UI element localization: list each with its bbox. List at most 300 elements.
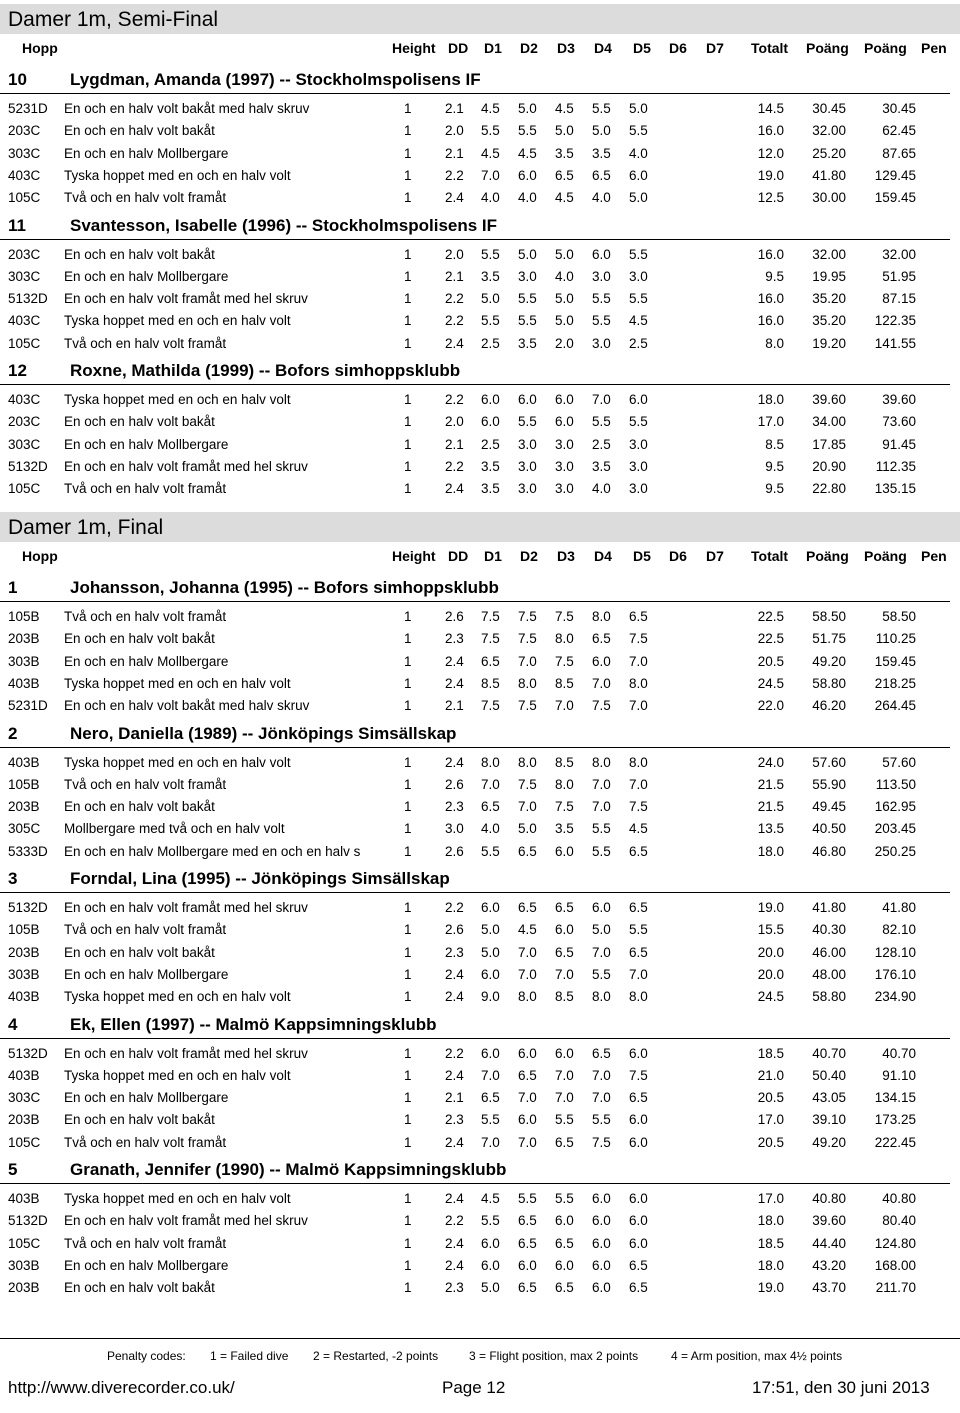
- penalty-label: Penalty codes:: [107, 1349, 186, 1363]
- dive-cell: 7.0: [518, 1135, 537, 1150]
- dive-row: [0, 1046, 960, 1068]
- dive-cell: 2.3: [445, 1280, 464, 1295]
- dive-cell: 6.0: [481, 414, 500, 429]
- dive-cell: 5.0: [592, 123, 611, 138]
- dive-cell: 46.00: [812, 945, 846, 960]
- dive-row: [0, 755, 960, 777]
- column-header: Poäng: [806, 40, 849, 56]
- column-header: Totalt: [751, 548, 789, 564]
- dive-cell: 403B: [8, 989, 40, 1004]
- dive-cell: 2.1: [445, 101, 464, 116]
- dive-cell: 6.5: [629, 1258, 648, 1273]
- dive-cell: 6.0: [592, 247, 611, 262]
- dive-cell: 3.5: [481, 481, 500, 496]
- dive-row: [0, 1258, 960, 1280]
- dive-cell: 1: [404, 101, 412, 116]
- dive-cell: 21.5: [757, 799, 784, 814]
- dive-cell: 15.5: [757, 922, 784, 937]
- dive-cell: 58.50: [812, 609, 846, 624]
- dive-cell: 7.0: [629, 654, 648, 669]
- dive-cell: 7.5: [592, 698, 611, 713]
- dive-cell: 13.5: [757, 821, 784, 836]
- dive-cell: 1: [404, 291, 412, 306]
- dive-cell: 3.0: [629, 269, 648, 284]
- dive-cell: 6.0: [629, 392, 648, 407]
- dive-cell: 1: [404, 1191, 412, 1206]
- dive-cell: 19.95: [812, 269, 846, 284]
- dive-cell: En och en halv Mollbergare: [64, 1258, 229, 1273]
- dive-cell: 7.0: [592, 1090, 611, 1105]
- dive-cell: 6.0: [518, 392, 537, 407]
- dive-row: [0, 1068, 960, 1090]
- dive-row: [0, 313, 960, 335]
- dive-cell: 7.5: [629, 1068, 648, 1083]
- dive-row: [0, 821, 960, 843]
- dive-cell: 5.5: [629, 247, 648, 262]
- dive-cell: En och en halv Mollbergare: [64, 654, 229, 669]
- dive-cell: 6.5: [555, 1135, 574, 1150]
- dive-cell: 105C: [8, 1135, 41, 1150]
- dive-row: [0, 459, 960, 481]
- dive-cell: 1: [404, 609, 412, 624]
- dive-cell: 7.5: [518, 631, 537, 646]
- dive-cell: 1: [404, 1090, 412, 1105]
- dive-cell: 1: [404, 1236, 412, 1251]
- dive-cell: 7.0: [592, 1068, 611, 1083]
- dive-cell: 58.50: [882, 609, 916, 624]
- dive-cell: 159.45: [874, 654, 916, 669]
- dive-cell: 1: [404, 481, 412, 496]
- dive-cell: En och en halv volt framåt med hel skruv: [64, 900, 308, 915]
- dive-cell: 7.0: [592, 799, 611, 814]
- dive-cell: Tyska hoppet med en och en halv volt: [64, 989, 291, 1004]
- dive-cell: 40.30: [812, 922, 846, 937]
- dive-cell: 105B: [8, 922, 40, 937]
- dive-cell: 4.5: [629, 313, 648, 328]
- dive-cell: 40.70: [882, 1046, 916, 1061]
- dive-cell: 8.0: [592, 609, 611, 624]
- dive-cell: 6.0: [555, 392, 574, 407]
- dive-cell: 46.20: [812, 698, 846, 713]
- dive-cell: 1: [404, 336, 412, 351]
- dive-row: [0, 777, 960, 799]
- dive-cell: 5.0: [518, 821, 537, 836]
- dive-cell: 6.5: [555, 1280, 574, 1295]
- dive-row: [0, 1090, 960, 1112]
- dive-cell: 5.0: [555, 123, 574, 138]
- dive-cell: 34.00: [812, 414, 846, 429]
- dive-cell: Tyska hoppet med en och en halv volt: [64, 168, 291, 183]
- dive-cell: 2.1: [445, 146, 464, 161]
- athlete-rank: 5: [8, 1160, 18, 1179]
- dive-cell: 3.5: [592, 146, 611, 161]
- dive-cell: 1: [404, 123, 412, 138]
- dive-cell: 2.1: [445, 269, 464, 284]
- dive-cell: En och en halv volt bakåt: [64, 1280, 215, 1295]
- athlete-divider: [0, 93, 950, 94]
- dive-cell: 113.50: [875, 777, 916, 792]
- column-header: DD: [448, 40, 469, 56]
- dive-cell: 1: [404, 1258, 412, 1273]
- dive-cell: 5.5: [592, 967, 611, 982]
- dive-cell: 3.5: [481, 459, 500, 474]
- dive-cell: 6.5: [555, 945, 574, 960]
- dive-row: [0, 146, 960, 168]
- dive-cell: 1: [404, 799, 412, 814]
- dive-cell: 6.0: [629, 1213, 648, 1228]
- dive-row: [0, 414, 960, 436]
- dive-cell: 4.0: [555, 269, 574, 284]
- dive-cell: 303B: [8, 1258, 40, 1273]
- dive-cell: 5.5: [518, 313, 537, 328]
- dive-cell: 1: [404, 698, 412, 713]
- dive-cell: 2.4: [445, 676, 464, 691]
- dive-cell: 6.0: [481, 900, 500, 915]
- dive-cell: 22.0: [757, 698, 784, 713]
- dive-cell: 7.0: [555, 1090, 574, 1105]
- dive-cell: 403B: [8, 1068, 40, 1083]
- athlete-name: Nero, Daniella (1989) -- Jönköpings Simsällskap: [70, 723, 457, 743]
- dive-cell: 5.5: [592, 313, 611, 328]
- dive-cell: 173.25: [874, 1112, 916, 1127]
- column-header: Pen: [921, 548, 947, 564]
- dive-cell: 1: [404, 1046, 412, 1061]
- dive-cell: 303C: [8, 1090, 41, 1105]
- dive-cell: 5132D: [8, 459, 48, 474]
- athlete-header: [0, 361, 960, 383]
- dive-cell: 5.5: [592, 101, 611, 116]
- dive-cell: 5.5: [518, 414, 537, 429]
- dive-cell: 35.20: [812, 313, 846, 328]
- dive-cell: 5.0: [481, 945, 500, 960]
- athlete-name: Forndal, Lina (1995) -- Jönköpings Simsällskap: [70, 869, 450, 888]
- athlete-name: Granath, Jennifer (1990) -- Malmö Kappsimningsklubb: [70, 1160, 507, 1179]
- column-header: D5: [633, 40, 651, 56]
- column-header: D4: [594, 548, 612, 564]
- dive-cell: 20.90: [812, 459, 846, 474]
- dive-cell: 1: [404, 190, 412, 205]
- column-header: DD: [448, 548, 469, 564]
- dive-cell: 19.20: [812, 336, 846, 351]
- dive-cell: 57.60: [882, 755, 916, 770]
- athlete-rank: 11: [8, 215, 26, 235]
- dive-cell: 2.3: [445, 799, 464, 814]
- column-header: D4: [594, 40, 612, 56]
- dive-cell: 2.1: [445, 437, 464, 452]
- dive-cell: 7.0: [481, 777, 500, 792]
- dive-cell: 2.2: [445, 1046, 464, 1061]
- dive-cell: 1: [404, 247, 412, 262]
- dive-cell: 6.5: [629, 609, 648, 624]
- dive-cell: Två och en halv volt framåt: [64, 1135, 227, 1150]
- column-header: Pen: [921, 40, 947, 56]
- dive-cell: En och en halv volt bakåt: [64, 247, 215, 262]
- dive-row: [0, 168, 960, 190]
- penalty-code-1: 1 = Failed dive: [210, 1349, 289, 1363]
- dive-cell: 3.0: [518, 459, 537, 474]
- dive-cell: 5231D: [8, 101, 48, 116]
- dive-cell: 30.00: [812, 190, 846, 205]
- dive-cell: 5.5: [592, 821, 611, 836]
- dive-cell: 5.0: [481, 1280, 500, 1295]
- dive-cell: 19.0: [757, 1280, 784, 1295]
- dive-cell: 9.5: [765, 269, 784, 284]
- dive-cell: 1: [404, 1112, 412, 1127]
- dive-cell: 7.0: [518, 654, 537, 669]
- dive-cell: 20.5: [757, 1135, 784, 1150]
- dive-cell: 5.0: [518, 101, 537, 116]
- dive-cell: 6.5: [555, 1236, 574, 1251]
- athlete-header: [0, 1160, 960, 1182]
- dive-cell: 5.0: [481, 291, 500, 306]
- dive-cell: 25.20: [812, 146, 846, 161]
- dive-cell: 39.60: [812, 1213, 846, 1228]
- dive-cell: 112.35: [875, 459, 916, 474]
- dive-cell: 40.50: [812, 821, 846, 836]
- dive-cell: 49.20: [812, 1135, 846, 1150]
- dive-cell: 6.5: [518, 1280, 537, 1295]
- dive-cell: 18.0: [757, 392, 784, 407]
- dive-cell: 7.0: [592, 392, 611, 407]
- dive-cell: 5.5: [518, 1191, 537, 1206]
- dive-cell: 22.5: [757, 609, 784, 624]
- dive-cell: 6.0: [555, 1213, 574, 1228]
- column-header: Poäng: [806, 548, 849, 564]
- dive-cell: 20.0: [757, 967, 784, 982]
- dive-row: [0, 900, 960, 922]
- dive-cell: 46.80: [812, 844, 846, 859]
- dive-cell: 22.80: [812, 481, 846, 496]
- column-header: D7: [706, 548, 724, 564]
- dive-cell: 6.0: [518, 1046, 537, 1061]
- dive-cell: 7.5: [518, 698, 537, 713]
- dive-cell: 2.2: [445, 168, 464, 183]
- dive-cell: 8.0: [629, 989, 648, 1004]
- dive-row: [0, 291, 960, 313]
- column-header-row: [0, 548, 960, 568]
- dive-cell: 8.5: [555, 989, 574, 1004]
- column-header: D2: [520, 40, 538, 56]
- dive-cell: 7.5: [518, 777, 537, 792]
- dive-cell: 5.5: [629, 291, 648, 306]
- dive-cell: 2.4: [445, 1191, 464, 1206]
- dive-cell: 87.15: [882, 291, 916, 306]
- dive-cell: En och en halv volt bakåt: [64, 1112, 215, 1127]
- dive-cell: En och en halv volt bakåt: [64, 123, 215, 138]
- dive-cell: 5.5: [592, 414, 611, 429]
- dive-cell: 4.0: [481, 821, 500, 836]
- dive-cell: 2.4: [445, 1068, 464, 1083]
- dive-cell: 16.0: [757, 291, 784, 306]
- dive-row: [0, 1236, 960, 1258]
- page-number: Page 12: [442, 1378, 506, 1397]
- dive-cell: 6.5: [518, 1213, 537, 1228]
- dive-cell: 403C: [8, 392, 41, 407]
- dive-cell: 5.5: [629, 414, 648, 429]
- dive-cell: 7.5: [481, 698, 500, 713]
- dive-cell: En och en halv Mollbergare: [64, 1090, 229, 1105]
- dive-cell: 203B: [8, 799, 40, 814]
- dive-cell: 8.0: [765, 336, 784, 351]
- dive-cell: 4.5: [629, 821, 648, 836]
- dive-cell: 234.90: [874, 989, 916, 1004]
- dive-cell: 6.0: [629, 1046, 648, 1061]
- dive-row: [0, 437, 960, 459]
- dive-cell: 6.0: [555, 844, 574, 859]
- dive-cell: 6.5: [629, 1280, 648, 1295]
- athlete-name: Ek, Ellen (1997) -- Malmö Kappsimningsklubb: [70, 1014, 437, 1034]
- dive-cell: En och en halv volt bakåt med halv skruv: [64, 101, 310, 116]
- dive-cell: 58.80: [812, 989, 846, 1004]
- dive-cell: 20.5: [757, 1090, 784, 1105]
- dive-cell: 105C: [8, 1236, 41, 1251]
- dive-cell: 8.0: [518, 755, 537, 770]
- dive-cell: 39.10: [812, 1112, 846, 1127]
- dive-cell: 2.2: [445, 459, 464, 474]
- dive-cell: 8.5: [481, 676, 500, 691]
- dive-cell: 203.45: [874, 821, 916, 836]
- dive-cell: 1: [404, 414, 412, 429]
- athlete-name: Svantesson, Isabelle (1996) -- Stockholmspolisens IF: [70, 215, 498, 235]
- dive-cell: 5.5: [518, 291, 537, 306]
- column-header: D2: [520, 548, 538, 564]
- dive-cell: Mollbergare med två och en halv volt: [64, 821, 285, 836]
- athlete-rank: 4: [8, 1014, 18, 1034]
- dive-cell: 62.45: [882, 123, 916, 138]
- dive-row: [0, 654, 960, 676]
- dive-cell: 2.2: [445, 900, 464, 915]
- column-header: Poäng: [864, 548, 907, 564]
- dive-cell: 6.0: [592, 900, 611, 915]
- dive-cell: 2.3: [445, 1112, 464, 1127]
- dive-cell: 1: [404, 821, 412, 836]
- dive-cell: 3.0: [592, 336, 611, 351]
- dive-cell: 6.0: [481, 392, 500, 407]
- dive-cell: 2.4: [445, 654, 464, 669]
- dive-cell: 7.0: [518, 799, 537, 814]
- dive-cell: 5.5: [481, 247, 500, 262]
- dive-cell: En och en halv Mollbergare: [64, 437, 229, 452]
- dive-cell: 5.0: [555, 247, 574, 262]
- dive-cell: 2.2: [445, 1213, 464, 1228]
- dive-cell: 12.5: [757, 190, 784, 205]
- dive-cell: 1: [404, 967, 412, 982]
- dive-cell: 7.5: [555, 609, 574, 624]
- dive-cell: 3.0: [629, 437, 648, 452]
- footer-url-link[interactable]: http://www.diverecorder.co.uk/: [8, 1378, 235, 1397]
- dive-cell: 8.0: [629, 676, 648, 691]
- dive-cell: 1: [404, 654, 412, 669]
- dive-cell: 2.0: [445, 123, 464, 138]
- dive-cell: 222.45: [874, 1135, 916, 1150]
- dive-cell: 203B: [8, 1112, 40, 1127]
- dive-cell: 7.0: [481, 168, 500, 183]
- dive-cell: 1: [404, 392, 412, 407]
- column-header: Height: [392, 548, 436, 564]
- dive-cell: 18.5: [757, 1046, 784, 1061]
- dive-cell: 2.0: [445, 414, 464, 429]
- dive-cell: 5.5: [592, 291, 611, 306]
- dive-cell: 7.5: [629, 631, 648, 646]
- dive-cell: 4.0: [592, 190, 611, 205]
- dive-cell: 162.95: [874, 799, 916, 814]
- dive-cell: 403B: [8, 1191, 40, 1206]
- dive-cell: 18.0: [757, 1213, 784, 1228]
- dive-cell: 3.5: [592, 459, 611, 474]
- dive-cell: 8.0: [555, 631, 574, 646]
- dive-cell: 9.0: [481, 989, 500, 1004]
- dive-cell: 1: [404, 945, 412, 960]
- dive-cell: En och en halv volt bakåt: [64, 414, 215, 429]
- dive-cell: 32.00: [812, 247, 846, 262]
- dive-cell: 8.5: [555, 676, 574, 691]
- dive-cell: 3.5: [518, 336, 537, 351]
- dive-cell: 5.0: [481, 922, 500, 937]
- dive-cell: 5132D: [8, 1213, 48, 1228]
- dive-cell: 40.80: [812, 1191, 846, 1206]
- column-header: Hopp: [22, 548, 58, 564]
- dive-cell: 40.80: [882, 1191, 916, 1206]
- dive-cell: 32.00: [882, 247, 916, 262]
- dive-cell: Tyska hoppet med en och en halv volt: [64, 392, 291, 407]
- dive-row: [0, 989, 960, 1011]
- dive-cell: 6.0: [629, 1236, 648, 1251]
- dive-cell: 5.5: [481, 844, 500, 859]
- athlete-divider: [0, 1038, 950, 1039]
- dive-cell: 2.4: [445, 989, 464, 1004]
- dive-cell: 7.0: [555, 967, 574, 982]
- dive-cell: 303C: [8, 146, 41, 161]
- dive-cell: 6.5: [481, 799, 500, 814]
- dive-cell: En och en halv volt bakåt: [64, 631, 215, 646]
- dive-cell: 5132D: [8, 291, 48, 306]
- dive-row: [0, 1112, 960, 1134]
- section-title: Damer 1m, Semi-Final: [0, 4, 960, 34]
- athlete-rank: 1: [8, 578, 18, 597]
- athlete-name: Johansson, Johanna (1995) -- Bofors simhoppsklubb: [70, 578, 499, 597]
- dive-cell: 7.0: [592, 777, 611, 792]
- dive-cell: 5.5: [518, 123, 537, 138]
- dive-cell: 1: [404, 676, 412, 691]
- dive-row: [0, 945, 960, 967]
- dive-cell: 6.0: [629, 1112, 648, 1127]
- dive-cell: 12.0: [757, 146, 784, 161]
- dive-cell: 91.10: [882, 1068, 916, 1083]
- dive-cell: 5.0: [592, 922, 611, 937]
- athlete-header: [0, 216, 960, 238]
- dive-row: [0, 481, 960, 503]
- dive-cell: 1: [404, 437, 412, 452]
- dive-cell: 7.0: [481, 1068, 500, 1083]
- dive-cell: 1: [404, 900, 412, 915]
- athlete-rank: 3: [8, 869, 18, 888]
- dive-cell: Två och en halv volt framåt: [64, 609, 227, 624]
- dive-cell: En och en halv volt bakåt: [64, 945, 215, 960]
- dive-cell: 1: [404, 269, 412, 284]
- dive-row: [0, 190, 960, 212]
- dive-cell: 6.0: [592, 1236, 611, 1251]
- dive-cell: 264.45: [874, 698, 916, 713]
- column-header: D1: [484, 548, 502, 564]
- column-header: Hopp: [22, 40, 58, 56]
- dive-cell: 403B: [8, 755, 40, 770]
- dive-cell: 6.5: [518, 1236, 537, 1251]
- dive-cell: 3.0: [518, 269, 537, 284]
- dive-cell: 2.4: [445, 1258, 464, 1273]
- dive-cell: Två och en halv volt framåt: [64, 336, 227, 351]
- dive-cell: Tyska hoppet med en och en halv volt: [64, 1191, 291, 1206]
- dive-cell: Två och en halv volt framåt: [64, 1236, 227, 1251]
